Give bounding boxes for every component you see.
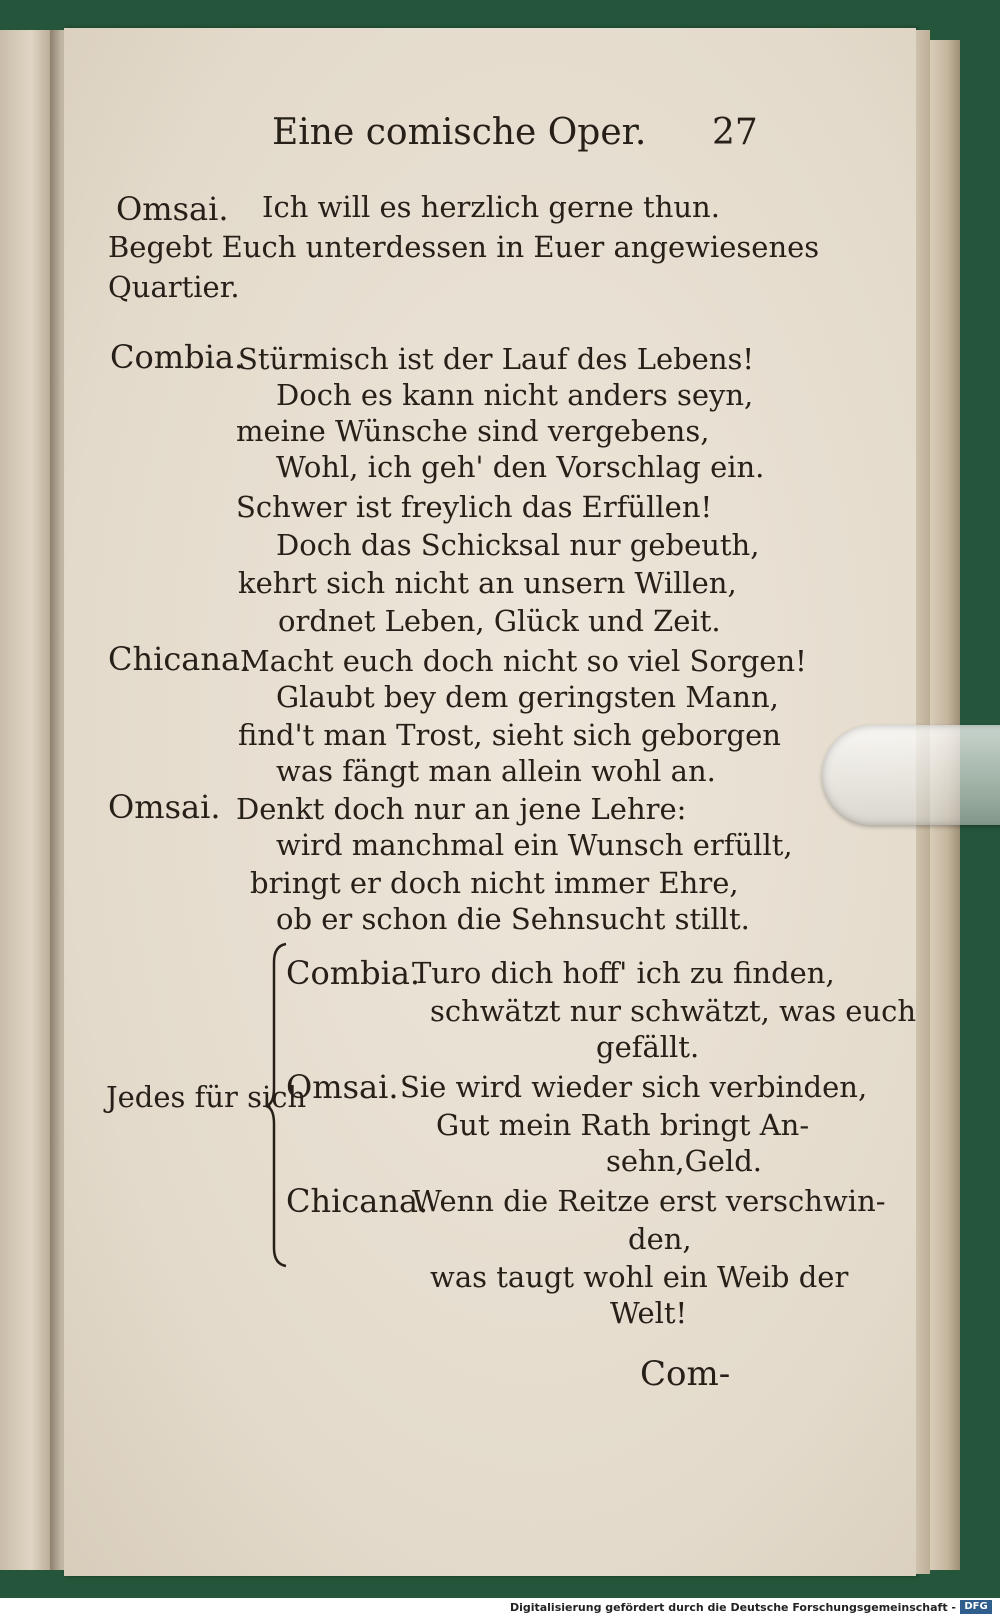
- verse-line: ob er schon die Sehnsucht stillt.: [276, 902, 750, 936]
- verse-line: Turo dich hoff' ich zu finden,: [412, 956, 835, 990]
- left-page-edge: [0, 30, 52, 1570]
- ensemble-label: Jedes für sich: [106, 1080, 307, 1114]
- verse-line: was taugt wohl ein Weib der: [430, 1260, 849, 1294]
- verse-line: wird manchmal ein Wunsch erfüllt,: [276, 828, 793, 862]
- footer-credit: Digitalisierung gefördert durch die Deutsche Forschungsgemeinschaft -: [509, 1601, 956, 1614]
- verse-line: bringt er doch nicht immer Ehre,: [250, 866, 739, 900]
- verse-line: den,: [628, 1222, 692, 1256]
- prose-line: Ich will es herzlich gerne thun.: [262, 190, 720, 224]
- verse-line: Wenn die Reitze erst verschwin-: [412, 1184, 886, 1218]
- speaker-name: Chicana.: [286, 1182, 429, 1220]
- page-number: 27: [712, 112, 758, 153]
- verse-line: schwätzt nur schwätzt, was euch: [430, 994, 917, 1028]
- verse-line: Doch es kann nicht anders seyn,: [276, 378, 754, 412]
- verse-line: Doch das Schicksal nur gebeuth,: [276, 528, 760, 562]
- verse-line: ordnet Leben, Glück und Zeit.: [278, 604, 721, 638]
- verse-line: Schwer ist freylich das Erfüllen!: [236, 490, 713, 524]
- speaker-name: Combia.: [286, 954, 421, 992]
- verse-line: Stürmisch ist der Lauf des Lebens!: [238, 342, 755, 376]
- verse-line: Macht euch doch nicht so viel Sorgen!: [240, 644, 807, 678]
- verse-line: was fängt man allein wohl an.: [276, 754, 716, 788]
- verse-line: Wohl, ich geh' den Vorschlag ein.: [276, 450, 765, 484]
- prose-line: Begebt Euch unterdessen in Euer angewiesenes: [108, 230, 820, 264]
- dfg-logo: DFG: [960, 1600, 992, 1614]
- verse-line: meine Wünsche sind vergebens,: [236, 414, 710, 448]
- speaker-name: Chicana.: [108, 640, 251, 678]
- verse-line: Welt!: [610, 1296, 688, 1330]
- verse-line: Glaubt bey dem geringsten Mann,: [276, 680, 779, 714]
- verse-line: sehn,Geld.: [606, 1144, 763, 1178]
- speaker-name: Omsai.: [108, 788, 221, 826]
- speaker-name: Combia.: [110, 338, 245, 376]
- verse-line: gefällt.: [596, 1030, 700, 1064]
- verse-line: Sie wird wieder sich verbinden,: [400, 1070, 868, 1104]
- prose-speaker: Omsai.: [116, 190, 229, 228]
- verse-line: kehrt sich nicht an unsern Willen,: [238, 566, 737, 600]
- catchword: Com-: [640, 1354, 731, 1394]
- verse-line: find't man Trost, sieht sich geborgen: [238, 718, 781, 752]
- page-clip: [822, 725, 1000, 825]
- speaker-name: Omsai.: [286, 1068, 399, 1106]
- verse-line: Denkt doch nur an jene Lehre:: [236, 792, 687, 826]
- running-head: Eine comische Oper.: [272, 112, 647, 153]
- verse-line: Gut mein Rath bringt An-: [436, 1108, 810, 1142]
- prose-line: Quartier.: [108, 270, 240, 304]
